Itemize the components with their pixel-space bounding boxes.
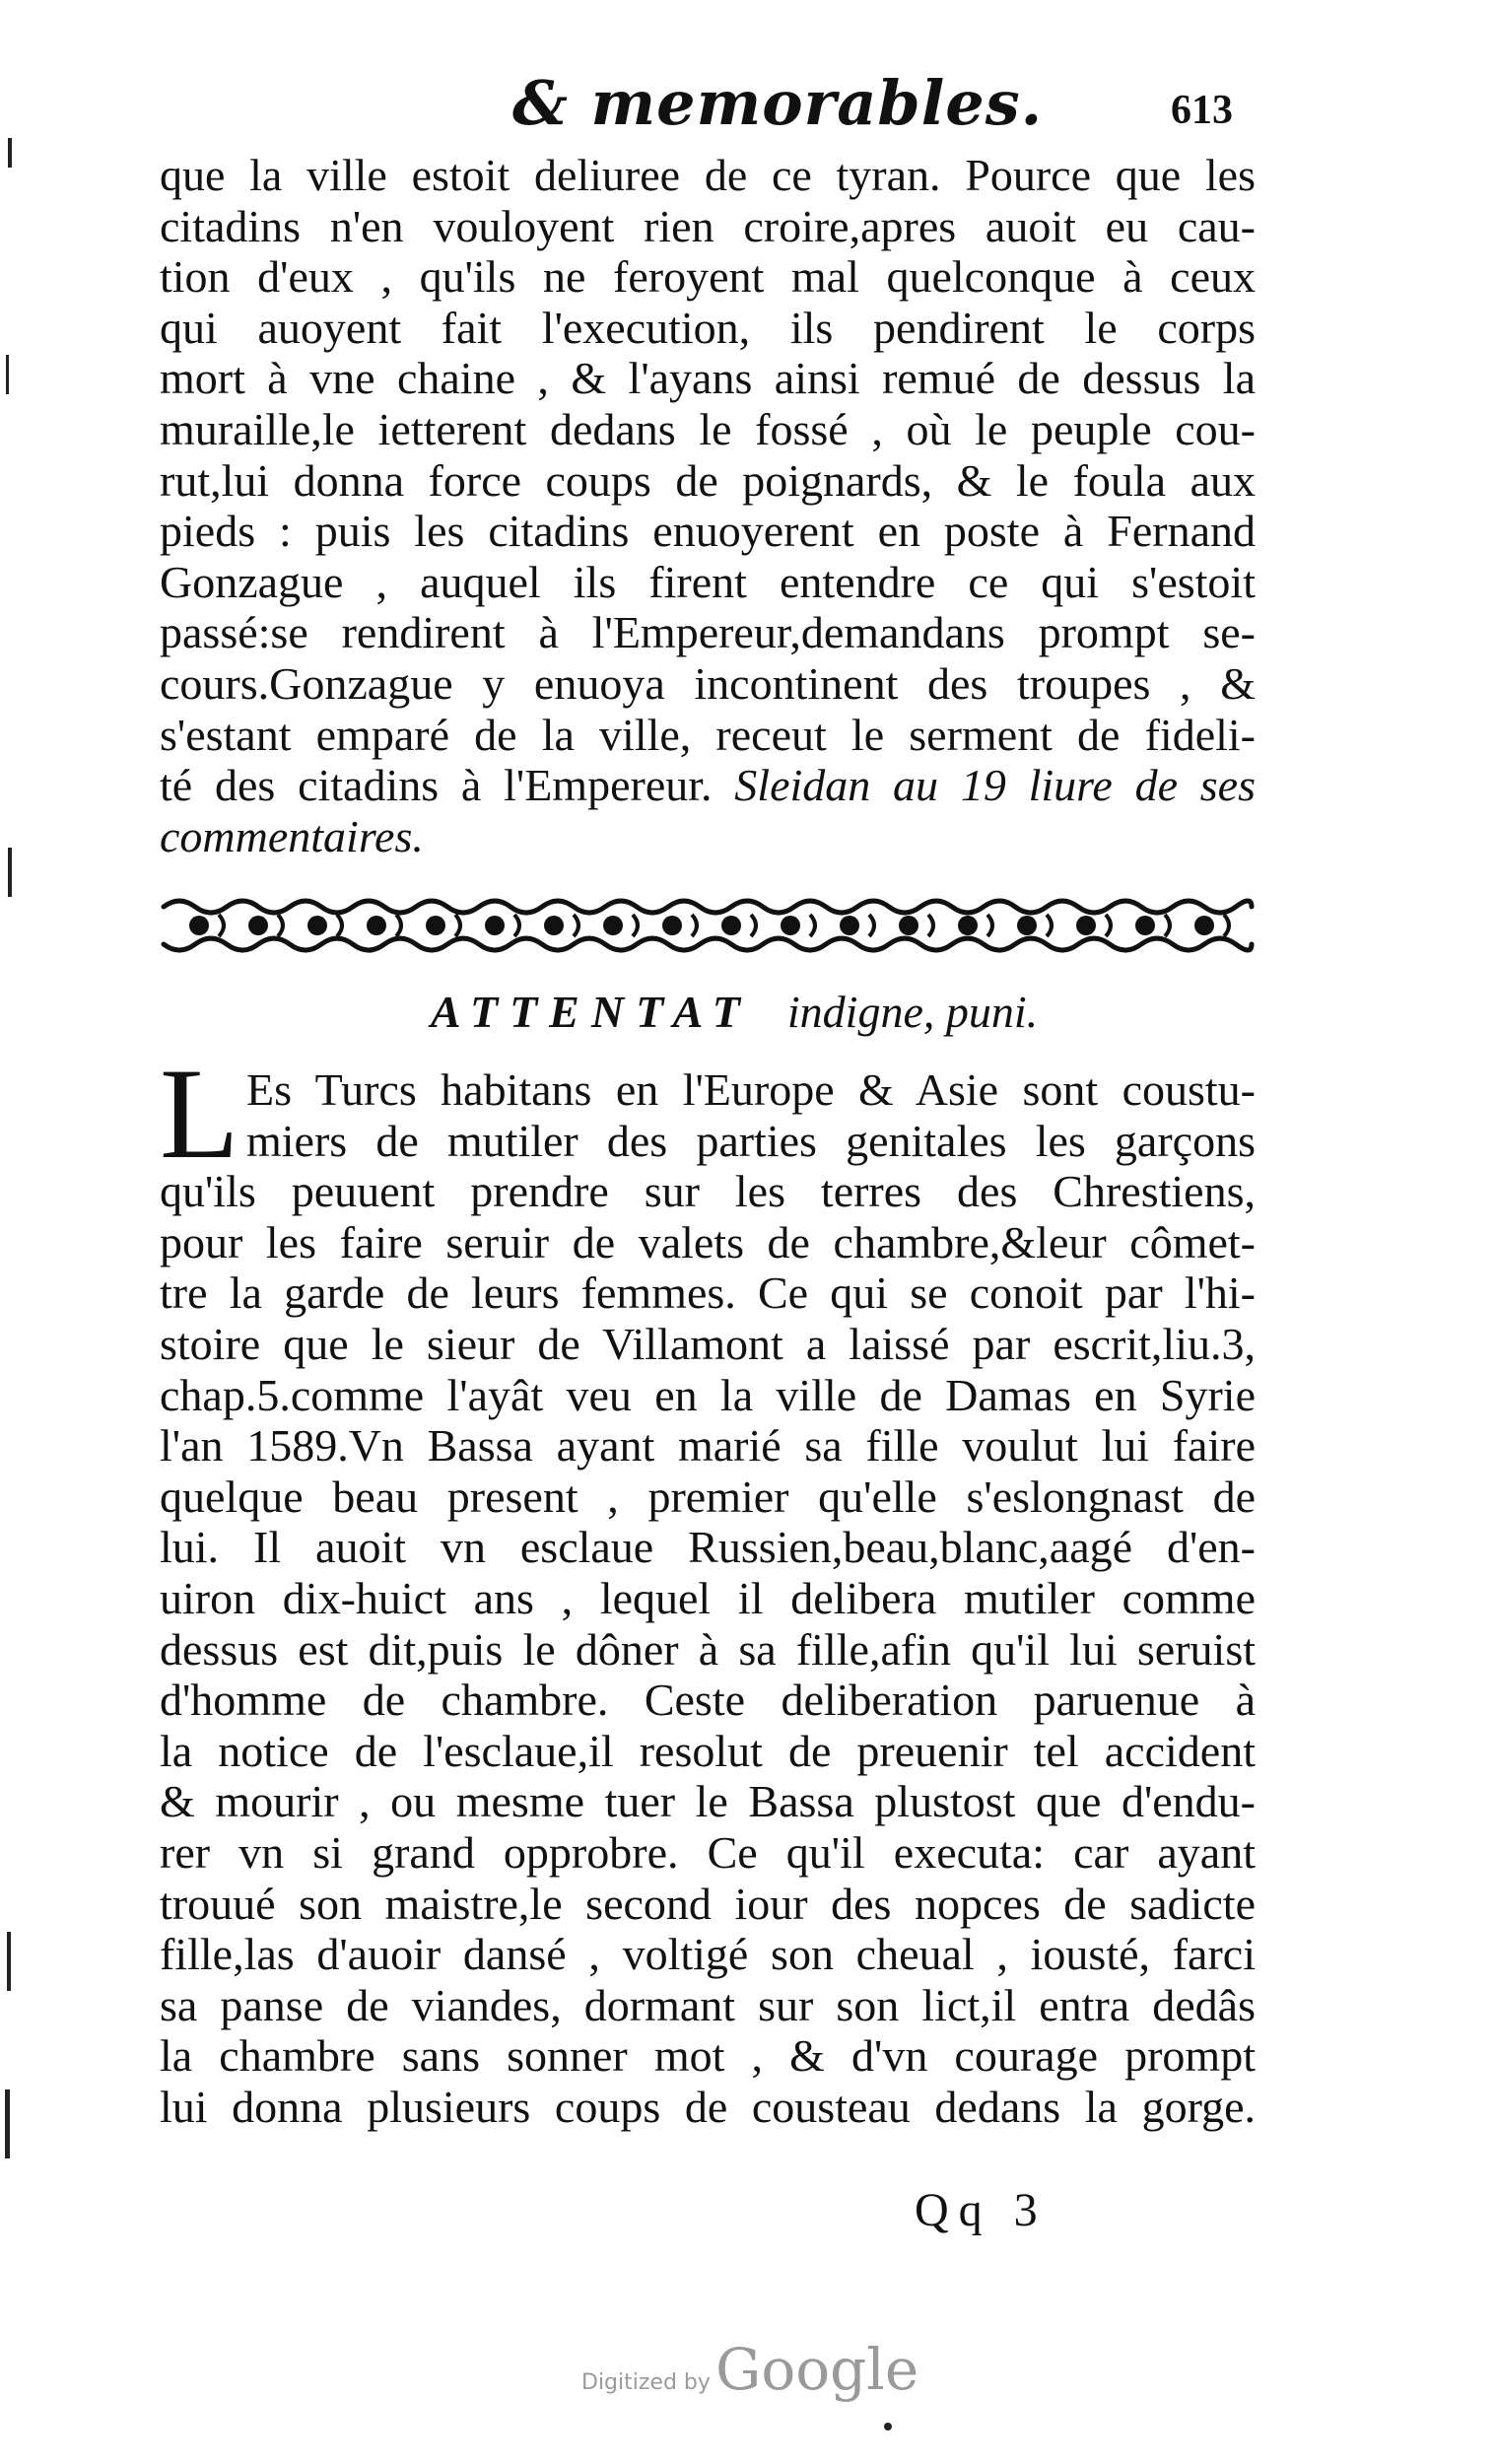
text-line: tre la garde de leurs femmes. Ce qui se conoit par l'hi- xyxy=(160,1267,1256,1319)
text-line: tion d'eux , qu'ils ne feroyent mal quelconque à ceux xyxy=(160,251,1256,303)
text-line: sa panse de viandes, dormant sur son lict,il entra dedâs xyxy=(160,1979,1256,2030)
text-line: l'an 1589.Vn Bassa ayant marié sa fille voulut lui faire xyxy=(160,1420,1256,1472)
text-line: Es Turcs habitans en l'Europe & Asie sont coustu- xyxy=(246,1064,1256,1115)
passage-top xyxy=(160,150,1256,861)
gutter-speck xyxy=(6,355,9,394)
gutter-speck xyxy=(5,2089,10,2158)
watermark-prefix: Digitized by xyxy=(581,2370,711,2395)
passage-main xyxy=(160,1064,1256,2132)
text-line: pieds : puis les citadins enuoyerent en poste à Fernand xyxy=(160,506,1256,557)
text-line: passé:se rendirent à l'Empereur,demandans prompt se- xyxy=(160,607,1256,658)
gutter-speck xyxy=(8,138,12,168)
text-line: citadins n'en vouloyent rien croire,apres auoit eu cau- xyxy=(160,200,1256,251)
text-line: s'estant emparé de la ville, receut le serment de fideli- xyxy=(160,709,1256,760)
running-title: & memorables. xyxy=(512,67,1044,139)
text-line: que la ville estoit deliuree de ce tyran. Pource que les xyxy=(160,150,1256,200)
text-line: muraille,le ietterent dedans le fossé , où le peuple cou- xyxy=(160,403,1256,454)
text-line: chap.5.comme l'ayât veu en la ville de Damas en Syrie xyxy=(160,1369,1256,1420)
text-line: rut,lui donna force coups de poignards, & le foula aux xyxy=(160,454,1256,506)
text-line: miers de mutiler des parties genitales les garçons xyxy=(246,1115,1256,1166)
text-line-with-citation xyxy=(160,760,1256,811)
citation-continued: commentaires. xyxy=(160,810,424,861)
text-line: trouué son maistre,le second iour des nopces de sadicte xyxy=(160,1878,1256,1929)
text-line: lui. Il auoit vn esclaue Russien,beau,blanc,aagé d'en- xyxy=(160,1522,1256,1573)
heading-subtitle: indigne, puni. xyxy=(786,987,1039,1037)
drop-cap: L xyxy=(160,1041,239,1186)
text-line: d'homme de chambre. Ceste deliberation paruenue à xyxy=(160,1675,1256,1726)
citation: Sleidan au 19 liure de ses xyxy=(734,760,1256,811)
text-line: fille,las d'auoir dansé , voltigé son cheual , iousté, farci xyxy=(160,1929,1256,1980)
digitized-watermark xyxy=(581,2336,918,2403)
gutter-speck xyxy=(8,848,12,897)
text-line: & mourir , ou mesme tuer le Bassa plustost que d'endu- xyxy=(160,1776,1256,1827)
gutter-speck xyxy=(7,1932,11,1991)
text-line: qu'ils peuuent prendre sur les terres des Chrestiens, xyxy=(160,1166,1256,1217)
heading-caps: ATTENTAT xyxy=(430,987,752,1037)
text-line: mort à vne chaine , & l'ayans ainsi remué de dessus la xyxy=(160,353,1256,404)
text-line: pour les faire seruir de valets de chambre,&leur cômet- xyxy=(160,1216,1256,1267)
text-line: uiron dix-huict ans , lequel il delibera mutiler comme xyxy=(160,1572,1256,1623)
watermark-brand: Google xyxy=(715,2336,919,2403)
text-line: lui donna plusieurs coups de cousteau dedans la gorge. xyxy=(160,2081,1256,2132)
text-line: Gonzague , auquel ils firent entendre ce qui s'estoit xyxy=(160,556,1256,607)
page-number: 613 xyxy=(1171,88,1233,133)
section-heading xyxy=(350,986,1119,1038)
text-line: la notice de l'esclaue,il resolut de preuenir tel accident xyxy=(160,1725,1256,1776)
watermark-dot xyxy=(884,2423,892,2430)
text-fragment: té des citadins à l'Empereur. xyxy=(160,760,713,811)
text-line: cours.Gonzague y enuoya incontinent des troupes , & xyxy=(160,657,1256,709)
signature-mark: Qq 3 xyxy=(915,2184,1048,2236)
text-line: dessus est dit,puis le dôner à sa fille,afin qu'il lui seruist xyxy=(160,1623,1256,1675)
ornament-band xyxy=(160,887,1256,964)
text-line: stoire que le sieur de Villamont a laissé par escrit,liu.3, xyxy=(160,1318,1256,1369)
text-line: quelque beau present , premier qu'elle s'eslongnast de xyxy=(160,1471,1256,1522)
text-line: rer vn si grand opprobre. Ce qu'il executa: car ayant xyxy=(160,1826,1256,1878)
text-line: qui auoyent fait l'execution, ils pendirent le corps xyxy=(160,302,1256,353)
text-line: la chambre sans sonner mot , & d'vn courage prompt xyxy=(160,2030,1256,2082)
